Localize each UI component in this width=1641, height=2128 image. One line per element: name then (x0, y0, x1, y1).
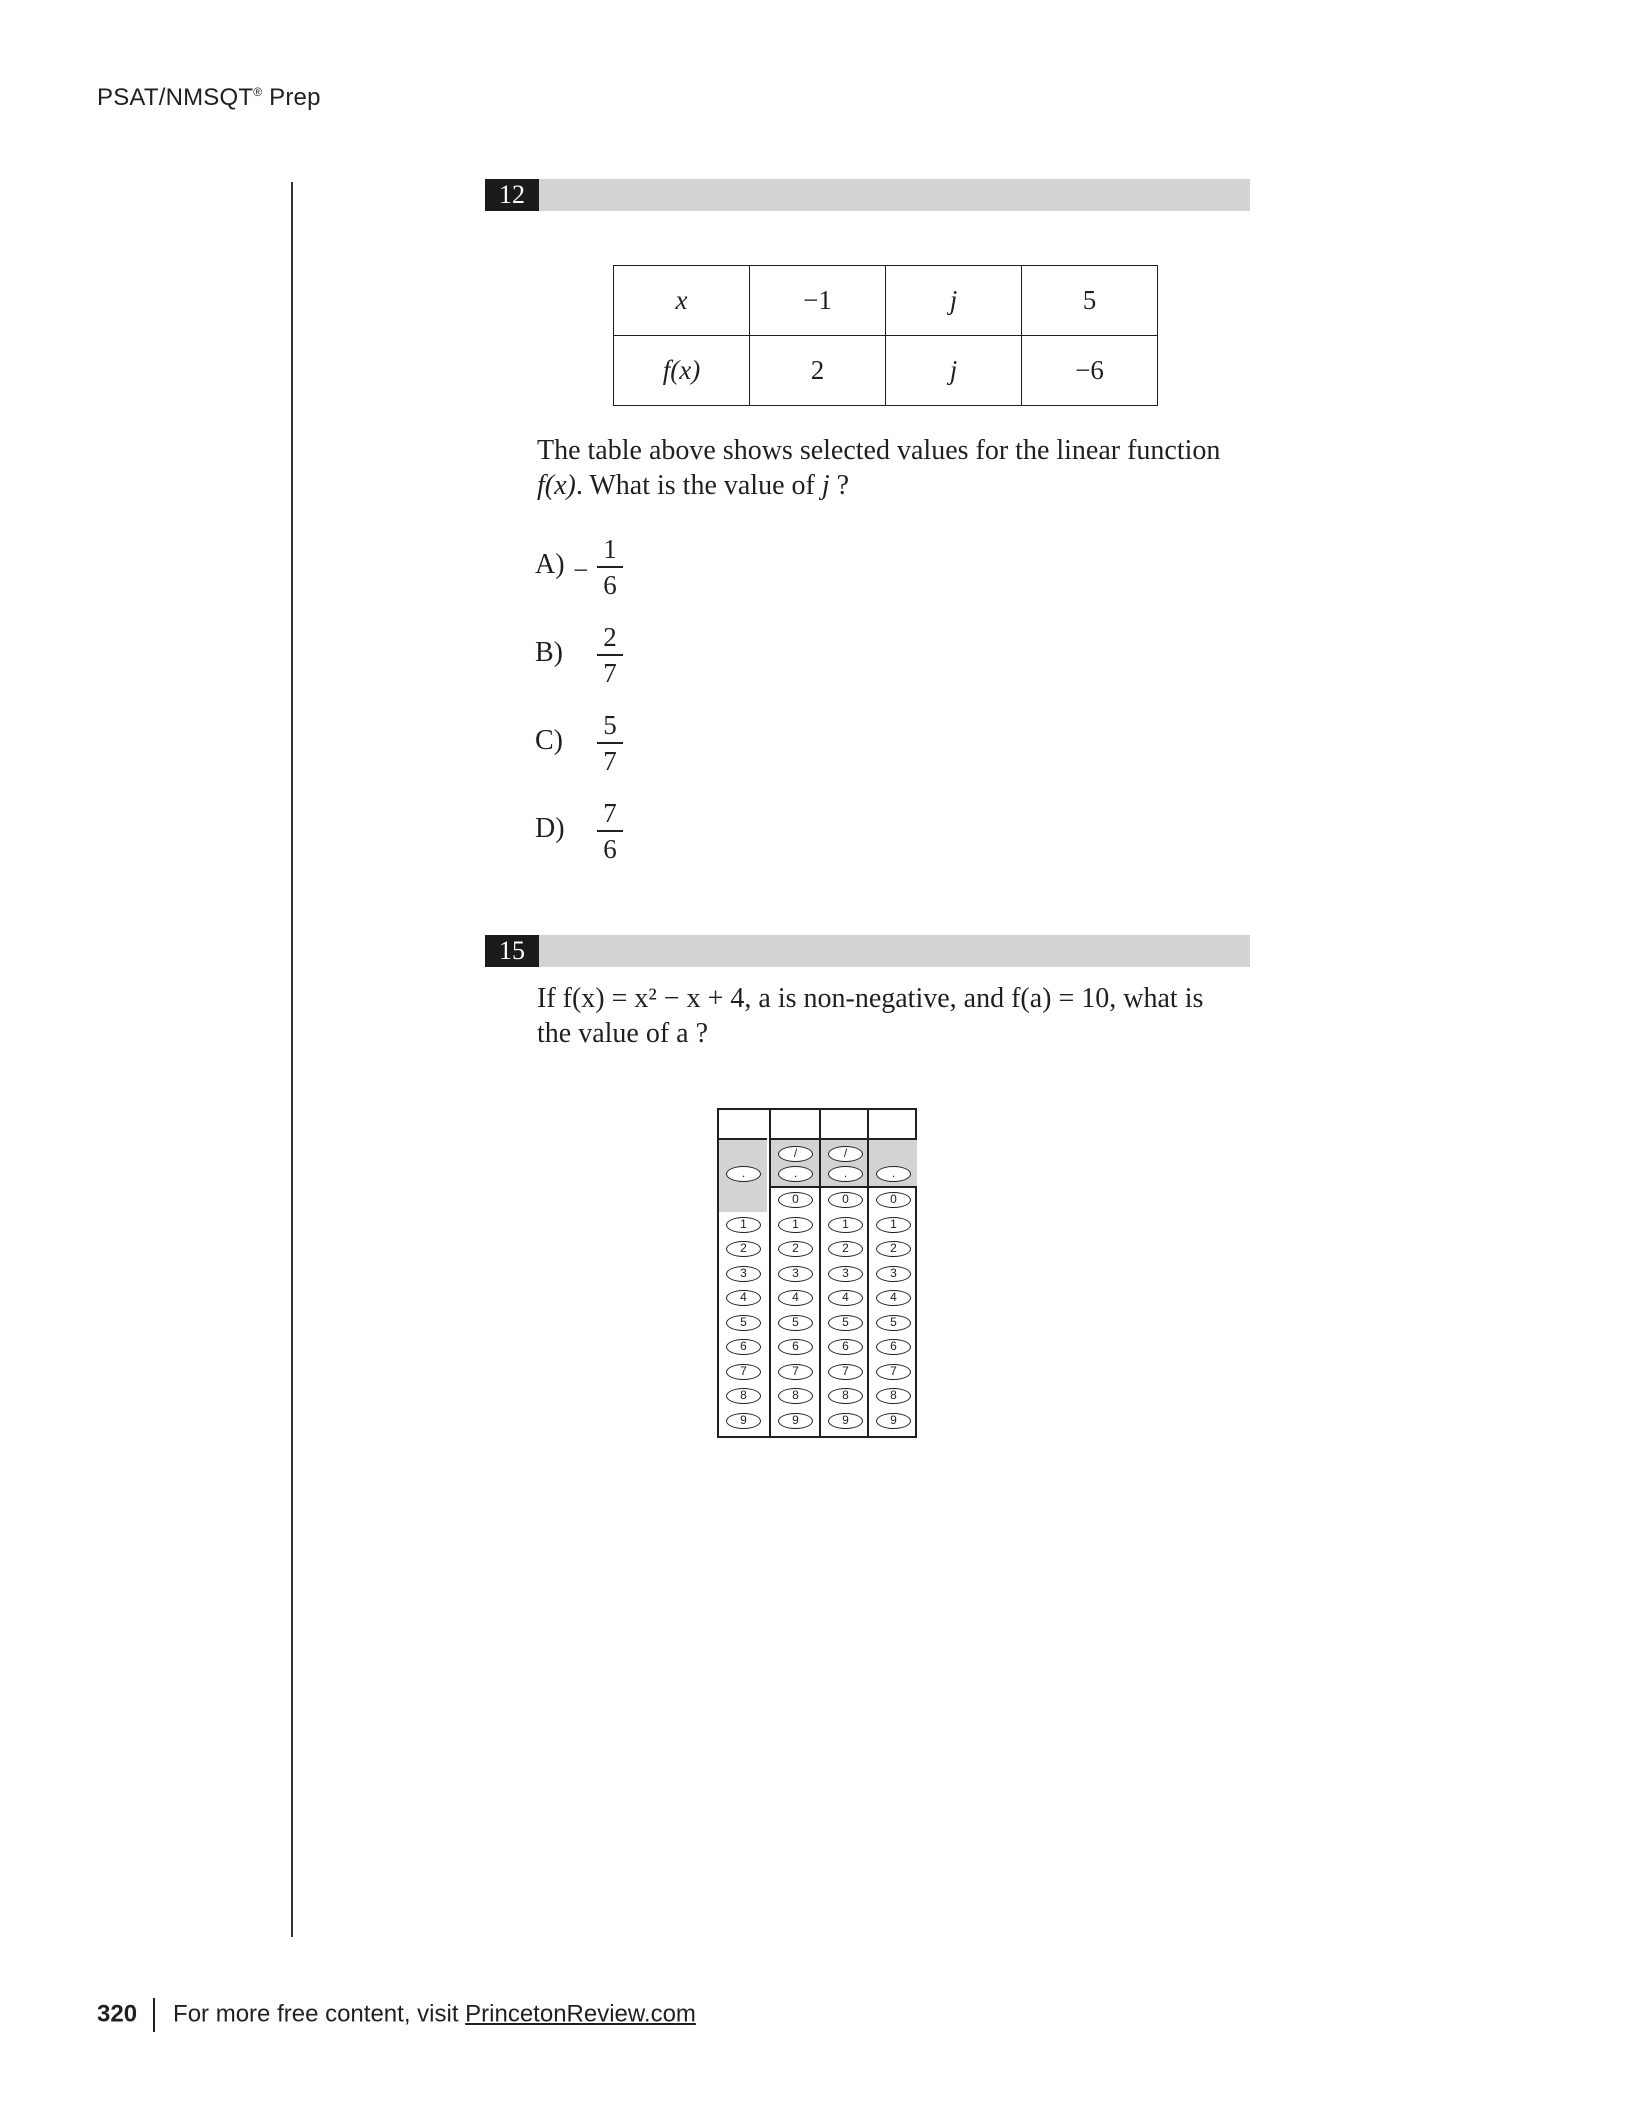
choice-label: B) (535, 637, 563, 668)
running-header (97, 84, 321, 112)
fraction: 7 6 (595, 797, 625, 865)
choice-label: C) (535, 725, 563, 756)
footer-link[interactable]: PrincetonReview.com (465, 2000, 696, 2028)
grid-digit-bubble[interactable]: 2 (876, 1241, 911, 1257)
grid-digit-bubble[interactable]: 8 (778, 1388, 813, 1404)
grid-digit-bubble[interactable]: 9 (876, 1413, 911, 1429)
grid-point-bubble[interactable]: . (778, 1166, 813, 1182)
grid-digit-bubble[interactable]: 1 (828, 1217, 863, 1233)
grid-point-bubble[interactable]: . (876, 1166, 911, 1182)
grid-digit-bubble[interactable]: 2 (828, 1241, 863, 1257)
table-cell: x (614, 266, 750, 336)
table-cell: −6 (1022, 336, 1158, 406)
grid-digit-bubble[interactable]: 3 (778, 1266, 813, 1282)
grid-digit-bubble[interactable]: 5 (778, 1315, 813, 1331)
question-12-stem (537, 433, 1257, 503)
choice-b[interactable] (535, 621, 735, 691)
grid-digit-bubble[interactable]: 5 (828, 1315, 863, 1331)
stem-line: If f(x) = x² − x + 4, a is non-negative, and f(a) = 10, what is (537, 983, 1204, 1014)
grid-digit-bubble[interactable]: 9 (726, 1413, 761, 1429)
question-12-bar (485, 179, 1250, 211)
table-cell: j (886, 266, 1022, 336)
grid-digit-bubble[interactable]: 5 (726, 1315, 761, 1331)
grid-entry-box[interactable] (821, 1110, 869, 1140)
footer (97, 1998, 696, 2032)
fraction: 1 6 (595, 533, 625, 601)
choice-d[interactable] (535, 797, 735, 867)
grid-digit-bubble[interactable]: 6 (828, 1339, 863, 1355)
table-row-x (614, 266, 1158, 336)
page-number: 320 (97, 2000, 138, 2028)
grid-digit-bubble[interactable]: 4 (778, 1290, 813, 1306)
grid-digit-bubble[interactable]: 1 (876, 1217, 911, 1233)
fraction: 5 7 (595, 709, 625, 777)
grid-digit-bubble[interactable]: 3 (726, 1266, 761, 1282)
grid-digit-bubble[interactable]: 1 (726, 1217, 761, 1233)
grid-digit-bubble[interactable]: 1 (778, 1217, 813, 1233)
header-title: PSAT/NMSQT (97, 84, 254, 111)
table-cell: 2 (750, 336, 886, 406)
grid-digit-bubble[interactable]: 6 (876, 1339, 911, 1355)
choice-a[interactable] (535, 533, 735, 603)
grid-digit-bubble[interactable]: 0 (828, 1192, 863, 1208)
grid-digit-bubble[interactable]: 6 (726, 1339, 761, 1355)
grid-digit-bubble[interactable]: 7 (876, 1364, 911, 1380)
grid-entry-box[interactable] (719, 1110, 767, 1140)
stem-line: The table above shows selected values for the linear function (537, 435, 1221, 466)
choice-label: A) (535, 549, 565, 580)
grid-column (819, 1110, 869, 1436)
grid-digit-bubble[interactable]: 0 (876, 1192, 911, 1208)
choice-c[interactable] (535, 709, 735, 779)
grid-divider (771, 1186, 819, 1188)
grid-digit-bubble[interactable]: 8 (726, 1388, 761, 1404)
grid-digit-bubble[interactable]: 9 (778, 1413, 813, 1429)
values-table (613, 265, 1158, 406)
fraction: 2 7 (595, 621, 625, 689)
grid-blank-zero (719, 1186, 767, 1212)
grid-point-bubble[interactable]: . (828, 1166, 863, 1182)
grid-digit-bubble[interactable]: 7 (726, 1364, 761, 1380)
grid-digit-bubble[interactable]: 4 (876, 1290, 911, 1306)
grid-digit-bubble[interactable]: 9 (828, 1413, 863, 1429)
choice-label: D) (535, 813, 565, 844)
footer-divider (153, 1998, 155, 2032)
grid-digit-bubble[interactable]: 2 (778, 1241, 813, 1257)
grid-column (769, 1110, 819, 1436)
grid-divider (821, 1186, 869, 1188)
grid-slash-bubble[interactable]: / (778, 1146, 813, 1162)
grid-digit-bubble[interactable]: 4 (828, 1290, 863, 1306)
grid-column (867, 1110, 917, 1436)
margin-rule (291, 182, 293, 1937)
grid-digit-bubble[interactable]: 6 (778, 1339, 813, 1355)
table-cell: j (886, 336, 1022, 406)
grid-column (719, 1110, 767, 1436)
grid-digit-bubble[interactable]: 5 (876, 1315, 911, 1331)
grid-digit-bubble[interactable]: 4 (726, 1290, 761, 1306)
question-12-number: 12 (485, 179, 539, 211)
grid-digit-bubble[interactable]: 8 (828, 1388, 863, 1404)
question-15-stem (537, 981, 1257, 1051)
grid-divider (869, 1186, 917, 1188)
grid-digit-bubble[interactable]: 2 (726, 1241, 761, 1257)
question-15-number: 15 (485, 935, 539, 967)
grid-digit-bubble[interactable]: 0 (778, 1192, 813, 1208)
grid-digit-bubble[interactable]: 8 (876, 1388, 911, 1404)
minus-sign: − (573, 555, 589, 585)
header-suffix: Prep (262, 84, 321, 111)
grid-slash-bubble[interactable]: / (828, 1146, 863, 1162)
grid-digit-bubble[interactable]: 3 (828, 1266, 863, 1282)
question-15-bar (485, 935, 1250, 967)
stem-line: the value of a ? (537, 1018, 709, 1049)
table-cell: f(x) (614, 336, 750, 406)
grid-entry-box[interactable] (771, 1110, 819, 1140)
grid-entry-box[interactable] (869, 1110, 917, 1140)
table-row-fx (614, 336, 1158, 406)
stem-line: f(x). What is the value of j ? (537, 470, 850, 501)
registered-mark: ® (253, 85, 263, 99)
grid-digit-bubble[interactable]: 7 (778, 1364, 813, 1380)
table-cell: 5 (1022, 266, 1158, 336)
answer-grid (717, 1108, 917, 1438)
grid-digit-bubble[interactable]: 3 (876, 1266, 911, 1282)
grid-digit-bubble[interactable]: 7 (828, 1364, 863, 1380)
table-cell: −1 (750, 266, 886, 336)
grid-point-bubble[interactable]: . (726, 1166, 761, 1182)
footer-text: For more free content, visit (173, 2000, 466, 2028)
